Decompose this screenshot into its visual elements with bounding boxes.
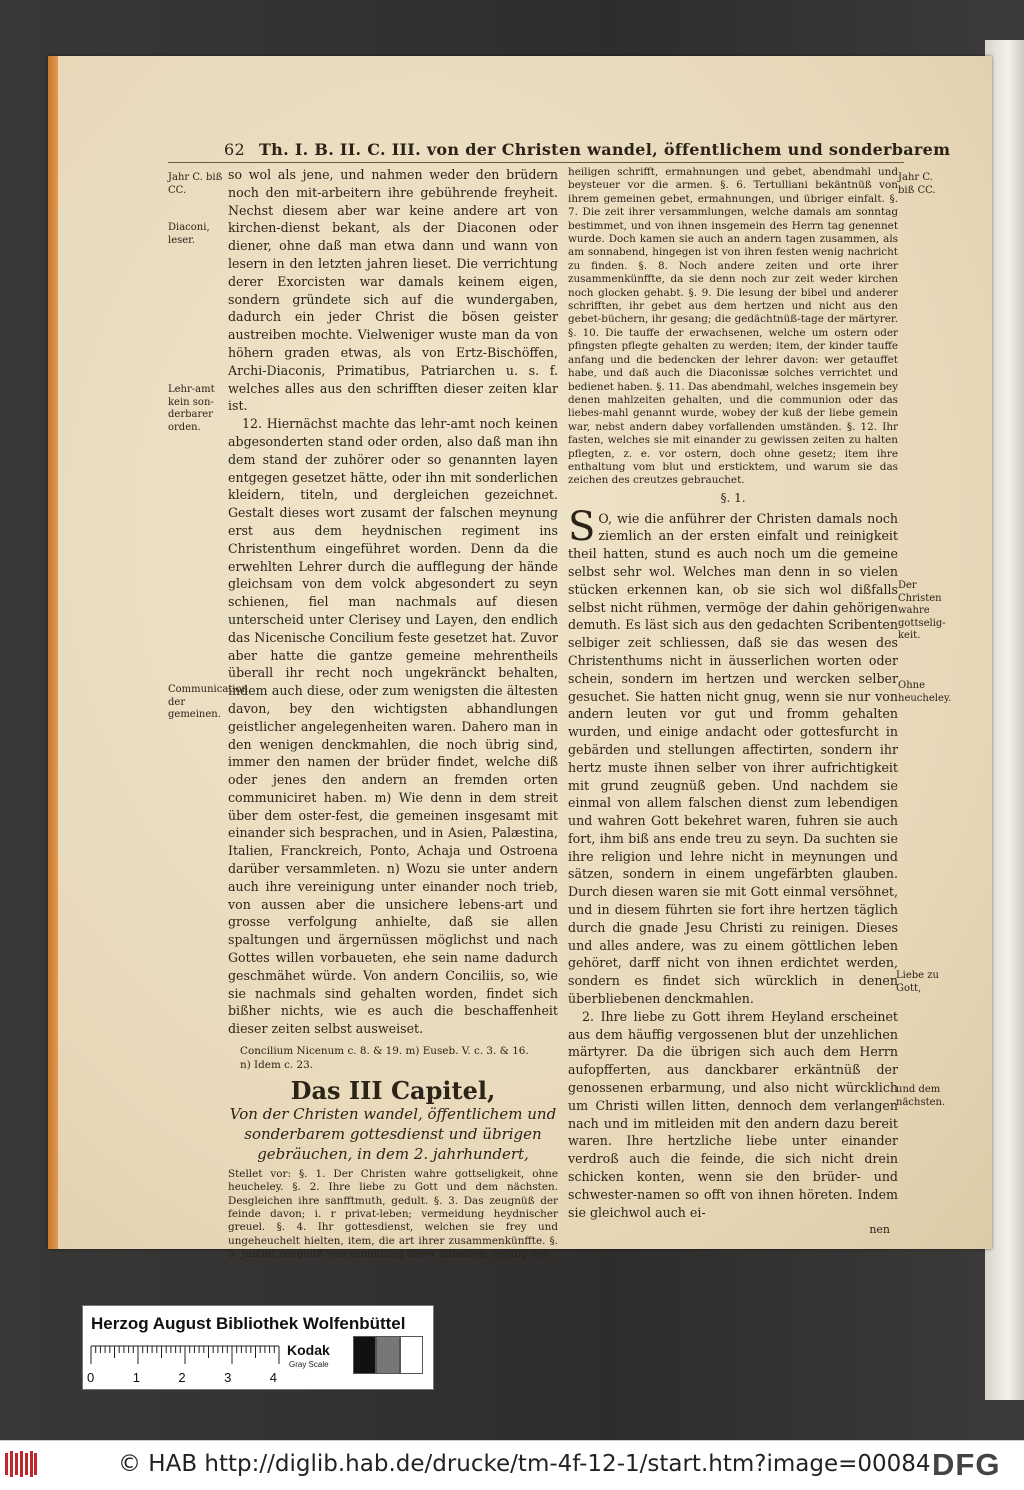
margin-note-heucheley: Ohne heucheley. — [898, 680, 952, 704]
ruler-number: 3 — [224, 1370, 232, 1385]
left-column — [228, 166, 558, 1262]
margin-note-jahr-right: Jahr C. biß CC. — [898, 172, 936, 196]
margin-note-diaconi: Diaconi, leser. — [168, 222, 210, 246]
left-paragraph-2: 12. Hiernächst machte das lehr-amt noch keinen abgesonderten stand oder orden, also daß man ihn dem stand der zuhörer oder so genannten layen entgegen gesetzet hätte, oder ihn mit sonderlichen kleidern, titeln, und dergleichen gezeichnet. Gestalt dieses wort zusamt der falschen meynung erst aus dem heydnischen regiment ins Christenthum eingeführet worden. Denn da die erwehlten Lehrer durch die aufflegung der hände gleichsam von dem volck abgesondert zu seyn schienen, fiel man nachmals auf diesen unterscheid unter Clerisey und Layen, den endlich das Nicenische Concilium feste gesetzet hat. Zuvor aber hatte die gantze gemeine mehrentheils überall ihr recht noch ungekränckt behalten, indem auch diese, oder zum wenigsten die ältesten davon, bey den wichtigsten abhandlungen geistlicher angelegenheiten waren. Dahero man in den wenigen denckmahlen, die noch übrig sind, immer den namen der brüder findet, welche diß oder jenes den andern an fremden orten communiciret haben. m) Wie denn in dem streit über dem oster-fest, die gemeinen insgesamt mit einander sich besprachen, und in Asien, Palæstina, Italien, Franckreich, Ponto, Achaja und Ostroena darüber versammleten. n) Wozu sie unter andern auch ihre vereinigung unter einander noch trieb, von aussen aber die unsichere lebens-art und grosse verfolgung anhielte, daß sie allen spaltungen und ärgernüssen möglichst und nach Gottes willen vorbaueten, ehe sein name dadurch geschmähet würde. Von andern Conciliis, so, wie sie nachmals sind gehalten worden, findet sich bißher nichts, wie es auch die beschaffenheit dieser zeiten selbst ausweiset. — [228, 416, 558, 1037]
ruler-number: 4 — [269, 1370, 277, 1385]
right-paragraph-1: O, wie die anführer der Christen damals noch ziemlich an der ersten einfalt und reinigkeit theil hatten, stund es auch noch um die gemeine selbst sehr wol. Welches man denn in so vielen stücken erkennen kan, ob sie sich wol dißfalls selbst nicht rühmen, vermöge der dahin gehörigen demuth. Es läst sich aus den gedachten Scribenten selbiger zeit schliessen, daß sie das wesen des Christenthums nicht in äusserlichen worten oder schein, sondern im hertzen und wercken selber gesuchet. Sie hatten nicht gnug, wenn sie nur von andern leuten vor gut und fromm gehalten wurden, und einige andacht oder gottesfurcht in gebärden und stellungen affectirten, sondern ihr hertz muste ihnen selber von ihrer aufrichtigkeit mit grund zeugnüß geben. Und nachdem sie einmal von allem falschen dienst zum lebendigen und wahren Gott bekehret waren, fuhren sie auch fort, ihm biß ans ende treu zu seyn. Da suchten sie ihre religion und lehre nicht in meynungen und sätzen, sondern in einem ungefärbten glauben. Durch diesen waren sie mit Gott einmal versöhnet, und in diesem führten sie fort ihre hertzen täglich durch die gnade Jesu Christi zu reinigen. Dieses und alles andere, was zu einem göttlichen leben gehöret, darff nicht von ihnen erdichtet werden, sondern es findet sich würcklich in denen überbliebenen denckmahlen. — [568, 510, 898, 1007]
running-head — [224, 140, 951, 159]
margin-note-communication: Communication der gemeinen. — [168, 684, 248, 721]
page-number: 62 — [224, 140, 245, 159]
footnote-2: n) Idem c. 23. — [240, 1059, 314, 1072]
dfg-logo: DFG — [932, 1447, 1001, 1482]
ruler-number: 1 — [132, 1370, 140, 1385]
ruler-number: 0 — [87, 1370, 95, 1385]
swatch-gray — [376, 1336, 399, 1374]
margin-note-lehramt: Lehr-amt kein son-derbarer orden. — [168, 384, 215, 433]
footnotes — [240, 1044, 558, 1072]
swatch-black — [353, 1336, 376, 1374]
right-paragraph-2: 2. Ihre liebe zu Gott ihrem Heyland erscheinet aus dem häuffig vergossenen blut der unzehlichen märtyrer. Da die übrigen sich auch dem Herrn aufopfferten, aus danckbarer erkäntnüß der genossenen erbarmung, und also nicht würcklich um Christi willen litten, dennoch dem verlangen nach und im mitleiden mit den andern dazu bereit waren. Ihre hertzliche liebe unter einander verdroß auch die feinde, die sich nicht drein schicken konten, wenn sie den brüder- und schwester-namen so offt von ihnen höreten. Indem sie gleichwol auch ei- — [568, 1008, 898, 1220]
hab-logo-icon — [4, 1449, 38, 1479]
ruler-numbers — [87, 1370, 277, 1385]
running-head-text: Th. I. B. II. C. III. von der Christen wandel, öffentlichem und sonderbarem — [258, 140, 951, 159]
chapter-title: Das III Capitel, — [290, 1076, 496, 1106]
header-rule — [168, 162, 904, 163]
margin-note-liebe-gott: Liebe zu Gott, — [896, 970, 939, 994]
footer-bar — [0, 1440, 1024, 1490]
margin-note-naechsten: und dem nächsten. — [896, 1084, 946, 1108]
card-title: Herzog August Bibliothek Wolfenbüttel — [91, 1314, 406, 1333]
kodak-subtitle: Gray Scale — [289, 1360, 329, 1369]
footnote-1: Concilium Nicenum c. 8. & 19. m) Euseb. V. c. 3. & 16. — [240, 1045, 529, 1058]
page-edge-color — [48, 56, 58, 1249]
swatch-white — [400, 1336, 423, 1374]
margin-note-christen: Der Christen wahre gottselig-keit. — [898, 580, 946, 642]
drop-cap: S — [568, 503, 596, 550]
right-column — [568, 166, 898, 1239]
chapter-subtitle: Von der Christen wandel, öffentlichem und sonderbarem gottesdienst und übrigen gebräuchen, in dem 2. jahrhundert, — [229, 1104, 557, 1163]
left-paragraph-1: so wol als jene, und nahmen weder den brüdern noch den mit-arbeitern ihre gebührende freyheit. Nechst diesem aber war keine andere art von kirchen-dienst bekant, als der Diaconen oder diener, ohne daß man etwa dann und wann von lesern in den letzten jahren lieset. Die verrichtung derer Exorcisten war damals keinem eigen, sondern gründete sich auf die wundergaben, dadurch ein jeder Christ die bösen geister austreiben mochte. Vielweniger wuste man da von höhern graden etwas, als von Ertz-Bischöffen, Archi-Diaconis, Primatibus, Patriarchen u. s. f. welches alles aus den schrifften dieser zeiten klar ist. — [228, 167, 558, 414]
catchword: nen — [869, 1223, 890, 1237]
color-card — [82, 1305, 434, 1390]
gray-swatches — [353, 1336, 423, 1374]
section-mark: §. 1. — [720, 490, 746, 505]
kodak-brand: Kodak — [287, 1342, 330, 1358]
margin-note-jahr-left: Jahr C. biß CC. — [168, 172, 223, 196]
chapter-summary: Stellet vor: §. 1. Der Christen wahre gottseligkeit, ohne heucheley. §. 2. Ihre liebe zu Gott und dem nächsten. Desgleichen ihre sanfftmuth, gedult. §. 3. Das zeugnüß der feinde davon; i. r privat-leben; vermeidung heydnischer greuel. §. 4. Ihr gottesdienst, welchen sie frey und ungeheuchelt hielten, item, die art ihrer zusammenkünffte. §. 5. Justini zeugnüß von sammlung derer allmosen, lesung der — [228, 1167, 558, 1261]
chapter-summary-continued: heiligen schrifft, ermahnungen und gebet, abendmahl und beysteuer vor die armen. §. 6. Tertulliani bekäntnüß von ihrem gemeinen gebet, ermahnungen, und übriger einfalt. §. 7. Die zeit ihrer versammlungen, welche damals am sonntag bestimmet, und von ihnen insgemein des Herrn tag genennet wurde. Doch kamen sie auch an andern tagen zusammen, als am sonnabend, hingegen ist von ihren festen wenig nachricht zu finden. §. 8. Noch andere zeiten und orte ihrer zusammenkünffte, da sie denn noch zur zeit weder kirchen noch glocken gehabt. §. 9. Die lesung der bibel und anderer schrifften, ihr gebet aus dem hertzen und nicht aus den gebet-büchern, ihr gesang; die gedächtnüß-tage der märtyrer. §. 10. Die tauffe der erwachsenen, welche um ostern oder pfingsten pflegte gehalten zu werden; item, der kinder tauffe anfang und die bedencken der lehrer davon: wer getauffet habe, und daß auch die Diaconissæ solches verrichtet und bedienet haben. §. 11. Das abendmahl, welches insgemein bey denen mahlzeiten gehalten, und die communion oder das liebes-mahl genannt wurde, wobey der kuß der liebe gemein war, nebst andern dabey vorfallenden umständen. §. 12. Ihr fasten, welches sie mit einander zu gewissen zeiten zu halten pflegten, z. e. vor ostern, doch ohne gesetz; item ihre enthaltung vom blut und ersticktem, und warum sie das zeichen des creutzes gebrauchet. — [568, 166, 898, 487]
footer-copyright-url: © HAB http://diglib.hab.de/drucke/tm-4f-12-1/start.htm?image=00084 — [118, 1451, 931, 1477]
ruler-number: 2 — [178, 1370, 186, 1385]
